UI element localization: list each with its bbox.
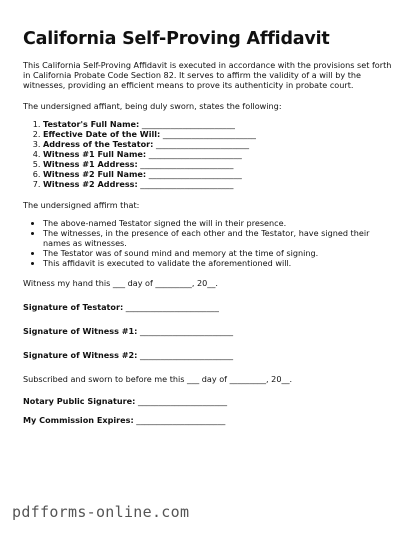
field-blank[interactable]: _______________________	[140, 179, 234, 189]
affirmation-item: • The Testator was of sound mind and memory at the time of signing.	[43, 248, 399, 258]
affiant-fields-list	[23, 119, 399, 189]
field-witness2-address: 7. Witness #2 Address: _______________________	[43, 179, 399, 189]
field-blank[interactable]: _______________________	[140, 159, 234, 169]
affirmation-item: • This affidavit is executed to validate the aforementioned will.	[43, 258, 399, 268]
signature-testator: Signature of Testator: _______________________	[23, 302, 219, 312]
field-blank[interactable]: _______________________	[155, 139, 250, 149]
field-blank[interactable]: _______________________	[141, 119, 235, 129]
notary-signature: Notary Public Signature: ______________________	[23, 396, 227, 406]
intro-paragraph: This California Self-Proving Affidavit is executed in accordance with the provisions set forth in California Probate Code Section 82. It serves to affirm the validity of a will by the witnesses, providing an efficient means to prove its authenticity in probate court.	[23, 60, 392, 90]
commission-expires: My Commission Expires: ______________________	[23, 415, 226, 425]
sworn-line[interactable]: Subscribed and sworn to before me this ___ day of _________, 20__.	[23, 374, 293, 384]
signature-blank[interactable]: _______________________	[139, 326, 234, 336]
notary-blank[interactable]: ______________________	[137, 396, 227, 406]
signature-witness1: Signature of Witness #1: _______________________	[23, 326, 234, 336]
field-blank[interactable]: _______________________	[148, 169, 242, 179]
field-testator-address: 3. Address of the Testator: _______________________	[43, 139, 399, 149]
field-testator-name: 1. Testator's Full Name: _______________________	[43, 119, 399, 129]
document-title: California Self-Proving Affidavit	[23, 29, 330, 49]
affirm-intro: The undersigned affirm that:	[23, 200, 140, 210]
affirmation-item: • The above-named Testator signed the will in their presence.	[43, 218, 399, 228]
commission-blank[interactable]: ______________________	[136, 415, 226, 425]
signature-blank[interactable]: _______________________	[139, 350, 234, 360]
footer-watermark: pdfforms-online.com	[12, 503, 190, 521]
signature-blank[interactable]: _______________________	[125, 302, 219, 312]
field-witness1-name: 4. Witness #1 Full Name: _______________________	[43, 149, 399, 159]
undersigned-statement: The undersigned affiant, being duly sworn, states the following:	[23, 101, 282, 111]
witness-hand-line[interactable]: Witness my hand this ___ day of _________, 20__.	[23, 278, 218, 288]
field-effective-date: 2. Effective Date of the Will: _______________________	[43, 129, 399, 139]
field-witness2-name: 6. Witness #2 Full Name: _______________________	[43, 169, 399, 179]
field-blank[interactable]: _______________________	[148, 149, 242, 159]
field-witness1-address: 5. Witness #1 Address: _______________________	[43, 159, 399, 169]
field-blank[interactable]: _______________________	[162, 129, 256, 139]
affirmation-item: • The witnesses, in the presence of each other and the Testator, have signed their names as witnesses.	[43, 228, 399, 248]
affirmations-list	[23, 218, 399, 268]
affidavit-document	[23, 29, 399, 425]
signature-witness2: Signature of Witness #2: _______________________	[23, 350, 234, 360]
